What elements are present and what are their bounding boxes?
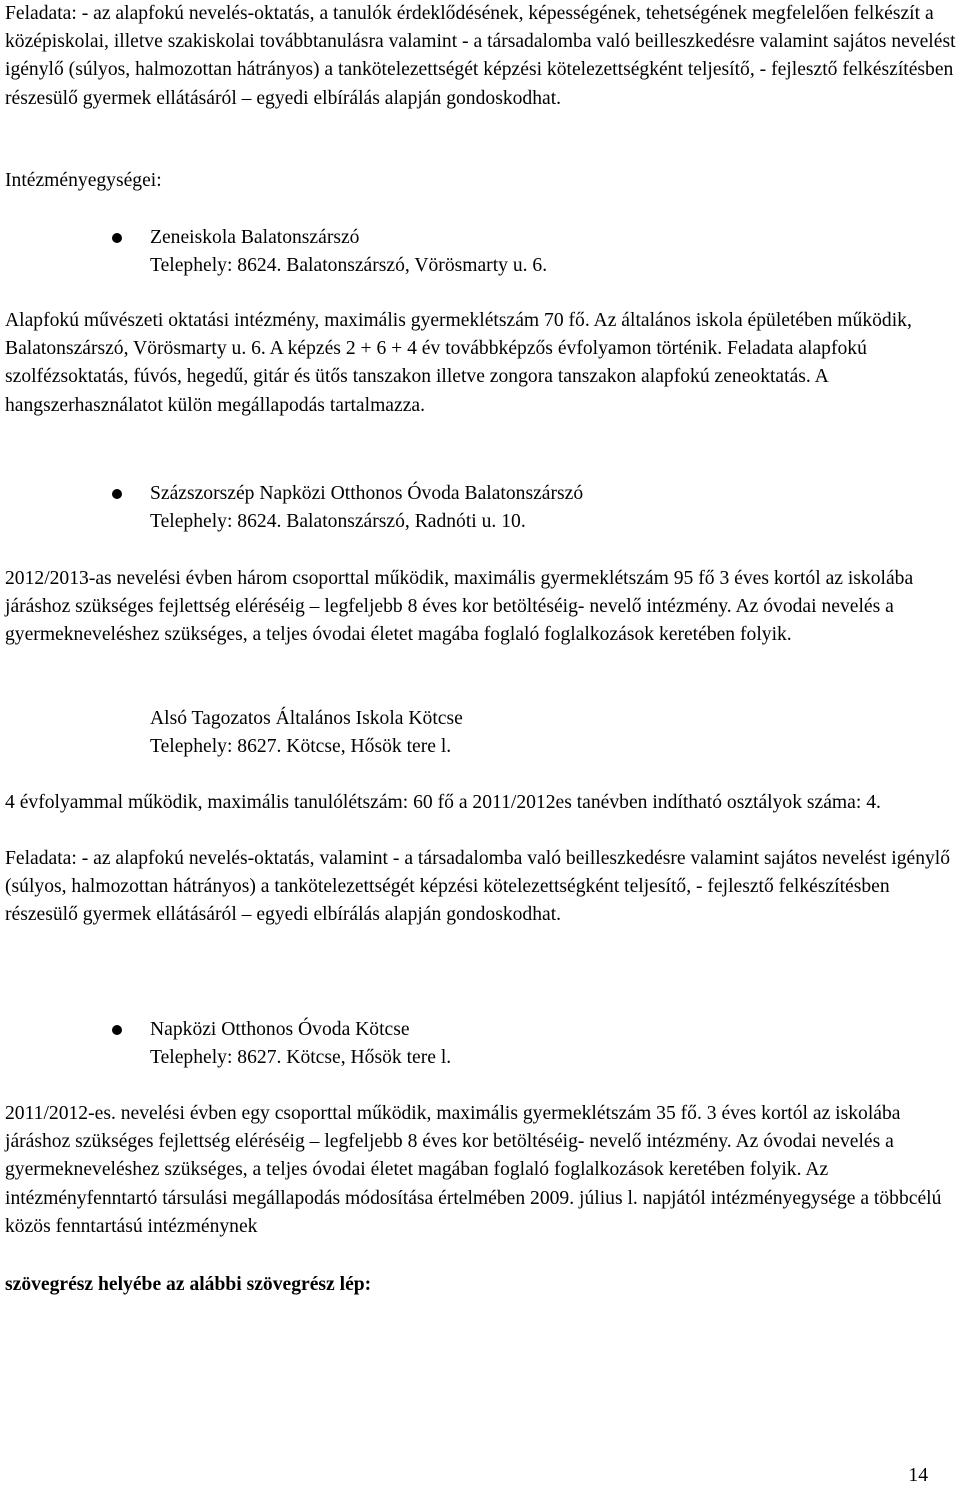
unit-description: 4 évfolyammal működik, maximális tanulólétszám: 60 fő a 2011/2012es tanévben indítható osztályok száma: 4.	[5, 792, 881, 813]
unit-task: Feladata: - az alapfokú nevelés-oktatás, valamint - a társadalomba való beilleszkedésre valamint sajátos nevelést igénylő (súlyos, halmozottan hátrányos) a tankötelezettségét képzési kötelezettségként teljesítő, - fejlesztő felkészítésben részesülő gyermek ellátásáról – egyedi elbírálás alapján gondoskodhat.	[5, 848, 951, 926]
units-heading: Intézményegységei:	[5, 170, 162, 191]
unit-name: Alsó Tagozatos Általános Iskola Kötcse	[150, 708, 463, 729]
unit-name: Zeneiskola Balatonszárszó	[150, 227, 360, 248]
unit-name: Százszorszép Napközi Otthonos Óvoda Balatonszárszó	[150, 483, 584, 504]
page-number: 14	[908, 1465, 928, 1486]
unit-name: Napközi Otthonos Óvoda Kötcse	[150, 1019, 410, 1040]
unit-address: Telephely: 8624. Balatonszárszó, Radnóti u. 10.	[150, 511, 526, 532]
unit-address: Telephely: 8624. Balatonszárszó, Vörösmarty u. 6.	[150, 255, 548, 276]
unit-description: Alapfokú művészeti oktatási intézmény, maximális gyermeklétszám 70 fő. Az általános iskola épületében működik, Balatonszárszó, Vörösmarty u. 6. A képzés 2 + 6 + 4 év továbbképzős évfolyamon történik. Feladata alapfokú szolfézsoktatás, fúvós, hegedű, gitár és ütős tanszakon illetve zongora tanszakon alapfokú zeneoktatás. A hangszerhasználatot külön megállapodás tartalmazza.	[5, 310, 912, 416]
intro-paragraph: Feladata: - az alapfokú nevelés-oktatás, a tanulók érdeklődésének, képességének, tehetségének megfelelően felkészít a középiskolai, illetve szakiskolai továbbtanulásra valamint - a társadalomba való beilleszkedésre valamint sajátos nevelést igénylő (súlyos, halmozottan hátrányos) a tankötelezettségét képzési kötelezettségként teljesítő, - fejlesztő felkészítésben részesülő gyermek ellátásáról – egyedi elbírálás alapján gondoskodhat.	[5, 3, 956, 109]
unit-description: 2011/2012-es. nevelési évben egy csoporttal működik, maximális gyermeklétszám 35 fő. 3 éves kortól az iskolába járáshoz szükséges fejlettség eléréséig – legfeljebb 8 éves kor betöltéséig- nevelő intézmény. Az óvodai nevelés a gyermekneveléshez szükséges, a teljes óvodai életet magában foglaló foglalkozások keretében folyik. Az intézményfenntartó társulási megállapodás módosítása értelmében 2009. július l. napjától intézményegysége a többcélú közös fenntartású intézménynek	[5, 1103, 942, 1237]
bullet-icon	[112, 233, 122, 243]
unit-address: Telephely: 8627. Kötcse, Hősök tere l.	[150, 1047, 452, 1068]
closing-line: szövegrész helyébe az alábbi szövegrész lép:	[5, 1274, 372, 1295]
unit-description: 2012/2013-as nevelési évben három csoporttal működik, maximális gyermeklétszám 95 fő 3 éves kortól az iskolába járáshoz szükséges fejlettség eléréséig – legfeljebb 8 éves kor betöltéséig- nevelő intézmény. Az óvodai nevelés a gyermekneveléshez szükséges, a teljes óvodai életet magába foglaló foglalkozások keretében folyik.	[5, 568, 914, 646]
bullet-icon	[112, 1025, 122, 1035]
unit-address: Telephely: 8627. Kötcse, Hősök tere l.	[150, 736, 452, 757]
bullet-icon	[112, 489, 122, 499]
